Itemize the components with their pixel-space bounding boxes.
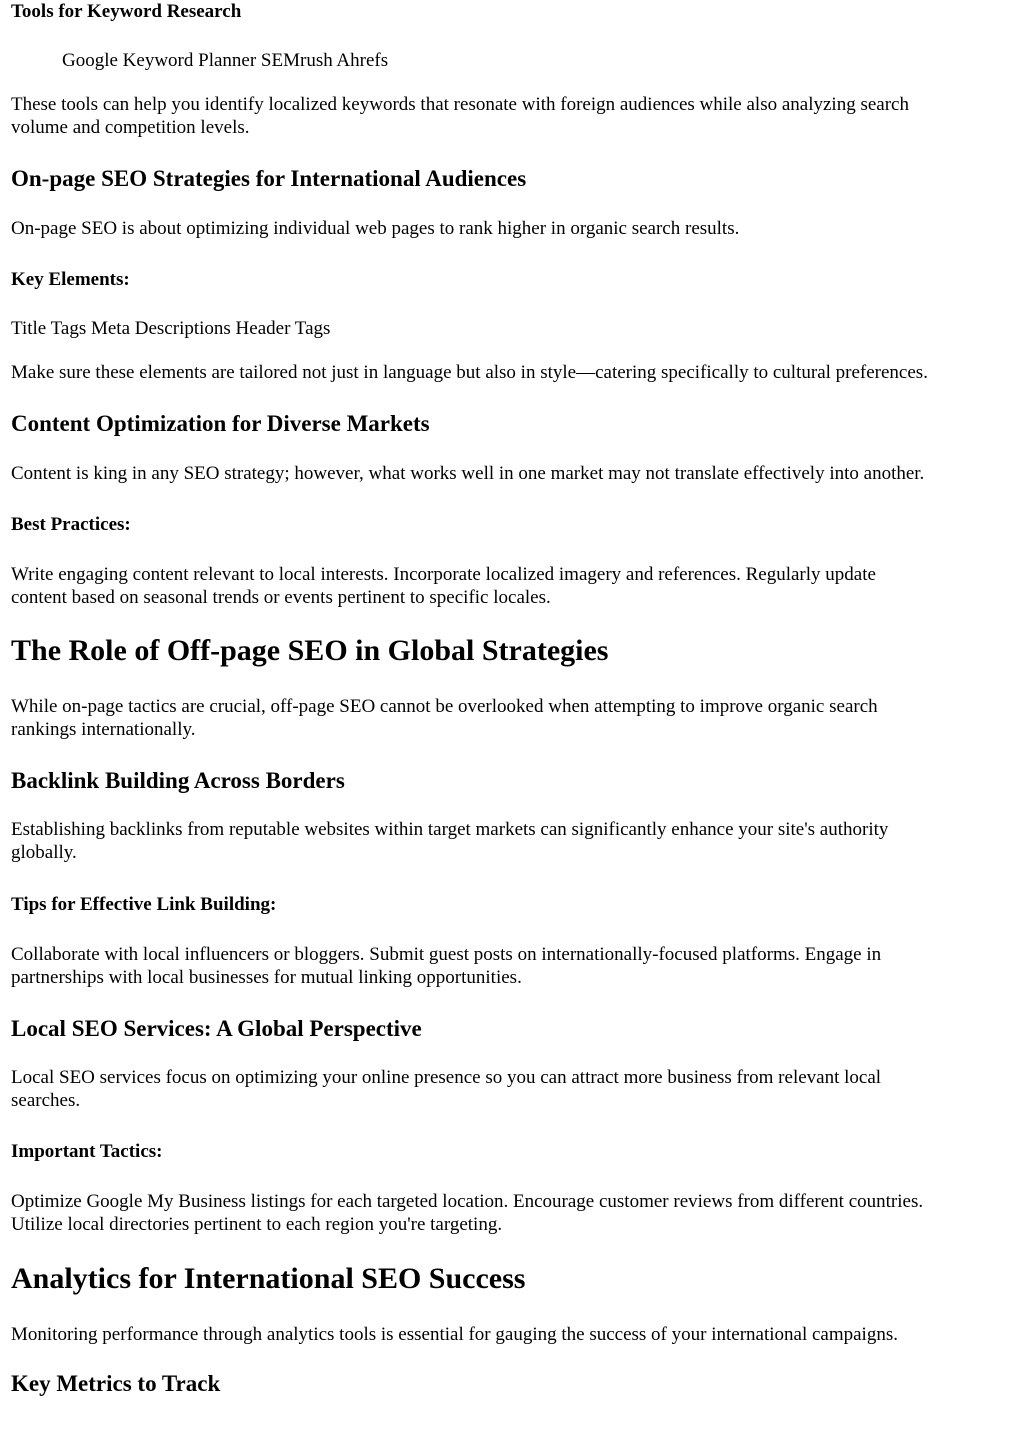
tactics-line-2: Utilize local directories pertinent to each region you're targeting.	[11, 1214, 503, 1235]
content-heading: Content Optimization for Diverse Markets	[11, 411, 430, 436]
metrics-heading: Key Metrics to Track	[11, 1371, 221, 1396]
content-paragraph: Content is king in any SEO strategy; however, what works well in one market may not translate effectively into another.	[11, 463, 925, 484]
tools-paragraph-line-2: volume and competition levels.	[11, 117, 250, 138]
local-seo-paragraph-line-2: searches.	[11, 1090, 81, 1111]
backlink-paragraph-line-1: Establishing backlinks from reputable websites within target markets can significantly enhance your site's authority	[11, 819, 889, 840]
analytics-paragraph: Monitoring performance through analytics tools is essential for gauging the success of your international campaigns.	[11, 1324, 898, 1345]
offpage-paragraph-line-2: rankings internationally.	[11, 719, 196, 740]
local-seo-paragraph-line-1: Local SEO services focus on optimizing your online presence so you can attract more business from relevant local	[11, 1067, 882, 1088]
tools-paragraph-line-1: These tools can help you identify localized keywords that resonate with foreign audiences while also analyzing search	[11, 94, 909, 115]
backlink-paragraph-line-2: globally.	[11, 842, 77, 863]
tools-list: Google Keyword Planner SEMrush Ahrefs	[62, 50, 389, 71]
tips-line-2: partnerships with local businesses for mutual linking opportunities.	[11, 967, 522, 988]
tactics-line-1: Optimize Google My Business listings for each targeted location. Encourage customer reviews from different countries.	[11, 1191, 924, 1212]
key-elements-heading: Key Elements:	[11, 269, 130, 290]
offpage-heading: The Role of Off-page SEO in Global Strategies	[11, 634, 609, 667]
tips-heading: Tips for Effective Link Building:	[11, 894, 277, 915]
tips-line-1: Collaborate with local influencers or bloggers. Submit guest posts on internationally-focused platforms. Engage in	[11, 944, 882, 965]
tools-heading: Tools for Keyword Research	[11, 1, 242, 22]
key-elements-paragraph: Make sure these elements are tailored not just in language but also in style—catering specifically to cultural preferences.	[11, 362, 928, 383]
local-seo-heading: Local SEO Services: A Global Perspective	[11, 1016, 422, 1041]
offpage-paragraph-line-1: While on-page tactics are crucial, off-page SEO cannot be overlooked when attempting to improve organic search	[11, 696, 878, 717]
onpage-paragraph: On-page SEO is about optimizing individual web pages to rank higher in organic search results.	[11, 218, 740, 239]
onpage-heading: On-page SEO Strategies for International Audiences	[11, 166, 527, 191]
best-practices-line-2: content based on seasonal trends or events pertinent to specific locales.	[11, 587, 551, 608]
tactics-heading: Important Tactics:	[11, 1141, 163, 1162]
analytics-heading: Analytics for International SEO Success	[11, 1262, 526, 1295]
best-practices-heading: Best Practices:	[11, 514, 131, 535]
backlink-heading: Backlink Building Across Borders	[11, 768, 345, 793]
key-elements-list: Title Tags Meta Descriptions Header Tags	[11, 318, 331, 339]
best-practices-line-1: Write engaging content relevant to local interests. Incorporate localized imagery and references. Regularly update	[11, 564, 876, 585]
